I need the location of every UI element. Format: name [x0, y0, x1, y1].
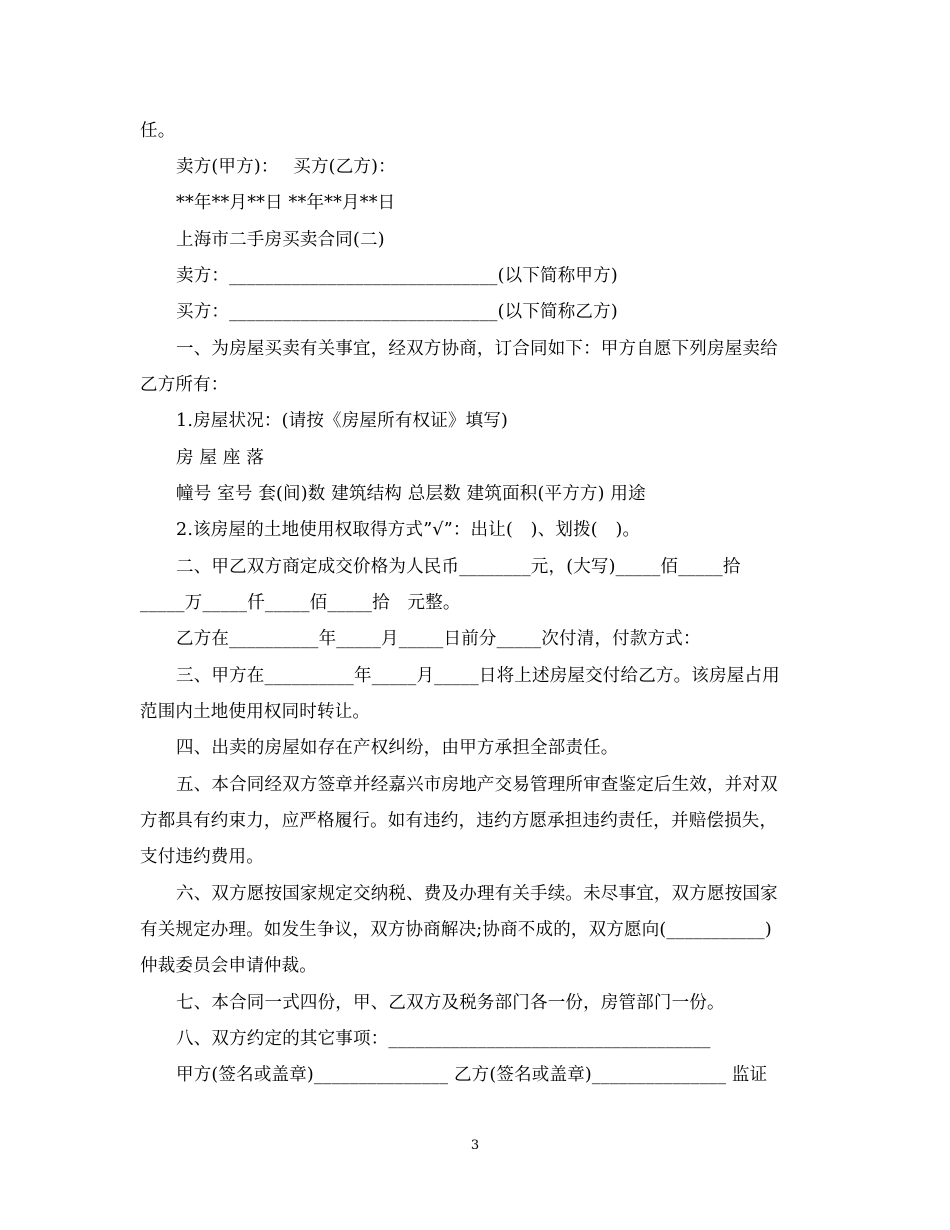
- text-line: 2.该房屋的土地使用权取得方式”√”：出让( )、划拨( )。: [176, 520, 641, 540]
- text-line: 一、为房屋买卖有关事宜，经双方协商，订合同如下：甲方自愿下列房屋卖给: [176, 339, 778, 359]
- text-line: 仲裁委员会申请仲裁。: [140, 956, 317, 976]
- text-line: 房 屋 座 落: [176, 448, 265, 468]
- text-line: 七、本合同一式四份，甲、乙双方及税务部门各一份，房管部门一份。: [176, 993, 725, 1013]
- text-line: 二、甲乙双方商定成交价格为人民币________元，(大写)_____佰_____拾: [176, 557, 741, 577]
- text-line: 方都具有约束力，应严格履行。如有违约，违约方愿承担违约责任，并赔偿损失，: [140, 811, 778, 831]
- text-line: 上海市二手房买卖合同(二): [176, 230, 385, 250]
- text-line: 四、出卖的房屋如存在产权纠纷，由甲方承担全部责任。: [176, 738, 619, 758]
- page-number: 3: [470, 1138, 480, 1153]
- text-line: 范围内土地使用权同时转让。: [140, 702, 371, 722]
- text-line: _____万_____仟_____佰_____拾 元整。: [140, 593, 461, 613]
- text-line: 八、双方约定的其它事项：____________________________________: [176, 1029, 711, 1049]
- text-line: 任。: [140, 121, 176, 141]
- text-line: 有关规定办理。如发生争议，双方协商解决;协商不成的，双方愿向(___________): [140, 920, 772, 940]
- text-line: 1.房屋状况：(请按《房屋所有权证》填写): [176, 411, 509, 431]
- text-line: 买方：______________________________(以下简称乙方): [176, 302, 618, 322]
- text-line: 甲方(签名或盖章)_______________ 乙方(签名或盖章)_______________ 监证: [176, 1065, 768, 1085]
- text-line: 卖方：______________________________(以下简称甲方): [176, 266, 618, 286]
- text-line: 乙方在__________年_____月_____日前分_____次付清，付款方式：: [176, 629, 701, 649]
- text-line: 卖方(甲方)： 买方(乙方)：: [176, 157, 396, 177]
- text-line: 乙方所有：: [140, 375, 229, 395]
- text-line: 幢号 室号 套(间)数 建筑结构 总层数 建筑面积(平方方) 用途: [176, 484, 646, 504]
- text-line: 支付违约费用。: [140, 847, 264, 867]
- text-line: **年**月**日 **年**月**日: [176, 193, 396, 213]
- text-line: 六、双方愿按国家规定交纳税、费及办理有关手续。未尽事宜，双方愿按国家: [176, 884, 778, 904]
- text-line: 三、甲方在__________年_____月_____日将上述房屋交付给乙方。该房屋占用: [176, 666, 780, 686]
- text-line: 五、本合同经双方签章并经嘉兴市房地产交易管理所审查鉴定后生效，并对双: [176, 775, 778, 795]
